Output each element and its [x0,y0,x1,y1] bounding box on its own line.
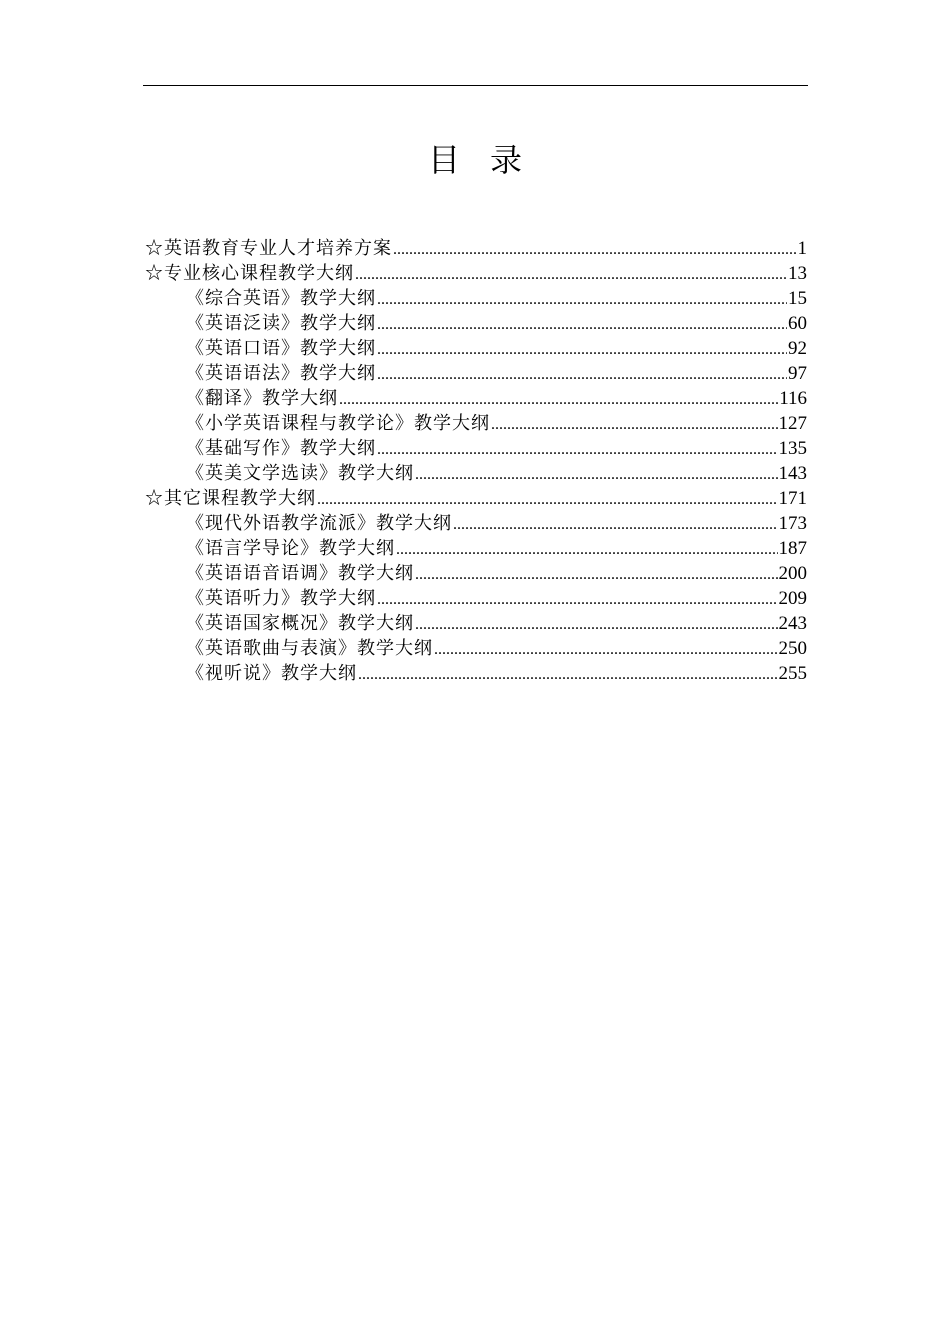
toc-entry-title: ☆其它课程教学大纲 [145,488,316,509]
toc-dot-leader [377,437,778,462]
toc-dot-leader [377,587,778,612]
toc-page-number: 127 [778,413,807,434]
toc-page-number: 135 [778,438,807,459]
toc-subentry[interactable] [145,336,807,361]
toc-entry-title: 《英语国家概况》教学大纲 [186,613,414,634]
toc-page-number: 92 [788,338,807,359]
toc-page-number: 1 [797,238,807,259]
toc-subentry[interactable] [145,611,807,636]
toc-page-number: 250 [778,638,807,659]
toc-dot-leader [339,387,778,412]
toc-dot-leader [377,312,787,337]
toc-subentry[interactable] [145,561,807,586]
toc-entry-title: 《英语泛读》教学大纲 [186,313,376,334]
toc-entry-title: 《综合英语》教学大纲 [186,288,376,309]
toc-entry-title: 《视听说》教学大纲 [186,663,357,684]
toc-page-number: 171 [778,488,807,509]
toc-page-number: 60 [788,313,807,334]
toc-page-number: 15 [788,288,807,309]
toc-entry-title: 《英语语法》教学大纲 [186,363,376,384]
toc-dot-leader [393,237,797,262]
toc-entry-title: ☆专业核心课程教学大纲 [145,263,354,284]
toc-subentry[interactable] [145,536,807,561]
toc-dot-leader [377,337,787,362]
toc-subentry[interactable] [145,411,807,436]
toc-dot-leader [415,462,778,487]
toc-dot-leader [415,612,778,637]
toc-subentry[interactable] [145,586,807,611]
toc-page-number: 13 [788,263,807,284]
toc-page-number: 116 [779,388,807,409]
toc-dot-leader [355,262,787,287]
toc-dot-leader [358,662,778,687]
toc-subentry[interactable] [145,286,807,311]
toc-dot-leader [317,487,778,512]
toc-dot-leader [434,637,778,662]
toc-entry-title: 《英语语音语调》教学大纲 [186,563,414,584]
toc-dot-leader [377,287,787,312]
toc-page-number: 97 [788,363,807,384]
toc-page-number: 255 [778,663,807,684]
header-divider [143,85,808,86]
toc-entry-title: 《现代外语教学流派》教学大纲 [186,513,452,534]
toc-entry-title: 《英语听力》教学大纲 [186,588,376,609]
toc-subentry[interactable] [145,386,807,411]
toc-list [145,236,807,686]
toc-page-number: 143 [778,463,807,484]
toc-page-number: 187 [778,538,807,559]
toc-subentry[interactable] [145,311,807,336]
toc-page-number: 209 [778,588,807,609]
toc-entry-title: 《小学英语课程与教学论》教学大纲 [186,413,490,434]
toc-section-entry[interactable] [145,486,807,511]
toc-subentry[interactable] [145,636,807,661]
toc-subentry[interactable] [145,511,807,536]
toc-dot-leader [415,562,778,587]
toc-subentry[interactable] [145,361,807,386]
toc-dot-leader [453,512,778,537]
toc-page-number: 243 [778,613,807,634]
toc-entry-title: 《英语歌曲与表演》教学大纲 [186,638,433,659]
toc-dot-leader [396,537,778,562]
toc-dot-leader [377,362,787,387]
toc-title: 目录 [427,141,552,179]
toc-entry-title: 《语言学导论》教学大纲 [186,538,395,559]
toc-entry-title: 《英语口语》教学大纲 [186,338,376,359]
toc-entry-title: 《翻译》教学大纲 [186,388,338,409]
toc-subentry[interactable] [145,436,807,461]
toc-dot-leader [491,412,778,437]
toc-entry-title: 《基础写作》教学大纲 [186,438,376,459]
toc-subentry[interactable] [145,461,807,486]
toc-page-number: 200 [778,563,807,584]
toc-section-entry[interactable] [145,236,807,261]
toc-section-entry[interactable] [145,261,807,286]
toc-page-number: 173 [778,513,807,534]
toc-entry-title: ☆英语教育专业人才培养方案 [145,238,392,259]
toc-entry-title: 《英美文学选读》教学大纲 [186,463,414,484]
toc-subentry[interactable] [145,661,807,686]
